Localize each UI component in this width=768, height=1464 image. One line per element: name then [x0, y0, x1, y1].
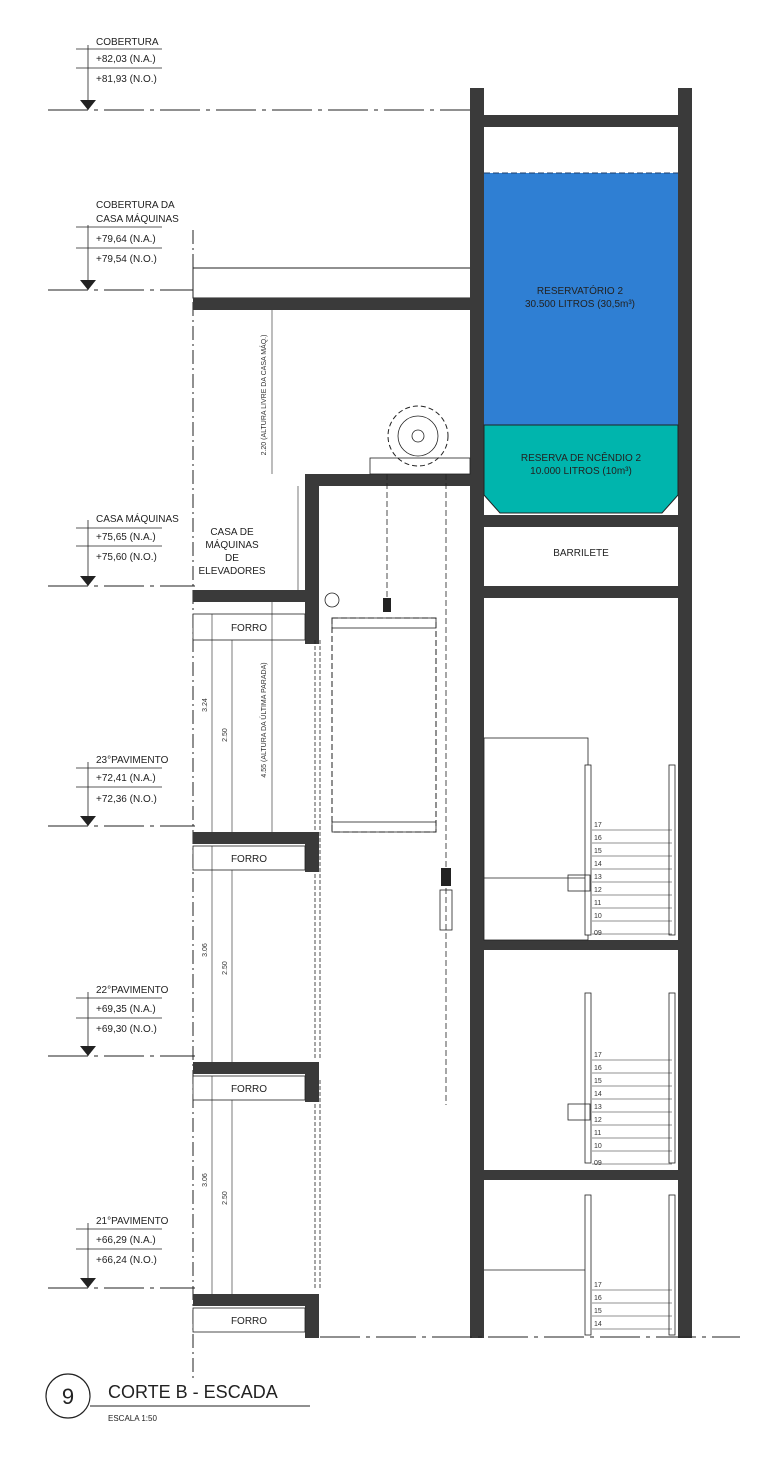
elevator-car [325, 593, 436, 832]
level-na: +79,64 (N.A.) [96, 234, 156, 245]
svg-text:17: 17 [594, 1052, 602, 1059]
roof-slab-casa-maquinas [193, 268, 471, 310]
level-na: +69,35 (N.A.) [96, 1004, 156, 1015]
reservoir-capacity: 30.500 LITROS (30,5m³) [524, 299, 636, 310]
level-marker-23-pavimento [48, 755, 195, 826]
level-name: COBERTURA DA [96, 200, 175, 211]
level-no: +79,54 (N.O.) [96, 254, 157, 265]
svg-text:MÁQUINAS: MÁQUINAS [205, 540, 259, 551]
svg-text:14: 14 [594, 1321, 602, 1328]
svg-text:17: 17 [594, 1282, 602, 1289]
level-marker-21-pavimento [48, 1216, 195, 1288]
svg-text:13: 13 [594, 874, 602, 881]
level-no: +66,24 (N.O.) [96, 1255, 157, 1266]
level-name-2: CASA MÁQUINAS [96, 214, 179, 225]
svg-text:09: 09 [594, 1160, 602, 1167]
barrilete-label: BARRILETE [553, 548, 609, 559]
svg-text:10: 10 [594, 1143, 602, 1150]
level-name: COBERTURA [96, 37, 159, 48]
level-na: +66,29 (N.A.) [96, 1235, 156, 1246]
svg-text:12: 12 [594, 1117, 602, 1124]
svg-text:17: 17 [594, 822, 602, 829]
shaft-guides [315, 640, 320, 1290]
level-na: +72,41 (N.A.) [96, 773, 156, 784]
machine-room-label [198, 527, 265, 577]
dim-250: 2.50 [222, 961, 229, 975]
level-no: +75,60 (N.O.) [96, 552, 157, 563]
forro-label: FORRO [230, 1316, 268, 1327]
level-no: +81,93 (N.O.) [96, 74, 157, 85]
forro-label: FORRO [230, 1084, 268, 1095]
dim-306: 3.06 [202, 943, 209, 957]
reservoir-label: RESERVATÓRIO 2 [536, 286, 624, 297]
level-no: +72,36 (N.O.) [96, 794, 157, 805]
elevator-motor-icon [370, 406, 470, 474]
stair-flight-lower [484, 1180, 675, 1335]
steps-upper [592, 822, 672, 937]
floor-20 [193, 1294, 319, 1338]
dim-250: 2.50 [222, 728, 229, 742]
svg-text:ELEVADORES: ELEVADORES [198, 566, 266, 577]
svg-text:12: 12 [594, 887, 602, 894]
svg-text:DE: DE [225, 553, 239, 564]
dim-306: 3.06 [202, 1173, 209, 1187]
fire-reserve-label: RESERVA DE NCÊNDIO 2 [520, 453, 642, 464]
stair-flight-middle [484, 950, 675, 1163]
svg-text:11: 11 [594, 900, 602, 907]
svg-text:16: 16 [594, 835, 602, 842]
svg-text:15: 15 [594, 1308, 602, 1315]
title-scale: ESCALA 1:50 [108, 1414, 157, 1423]
level-no: +69,30 (N.O.) [96, 1024, 157, 1035]
dim-324: 3.24 [202, 698, 209, 712]
level-na: +82,03 (N.A.) [96, 54, 156, 65]
svg-text:CASA DE: CASA DE [210, 527, 254, 538]
level-marker-cobertura [48, 37, 470, 110]
svg-text:14: 14 [594, 1091, 602, 1098]
level-marker-cobertura-casa-maquinas [48, 200, 195, 290]
level-name: 21°PAVIMENTO [96, 1216, 169, 1227]
svg-text:15: 15 [594, 848, 602, 855]
level-name: CASA MÁQUINAS [96, 514, 179, 525]
steps-middle [592, 1052, 672, 1167]
svg-text:14: 14 [594, 861, 602, 868]
svg-text:16: 16 [594, 1065, 602, 1072]
forro-label: FORRO [230, 623, 268, 634]
title-number: 9 [61, 1384, 75, 1409]
svg-text:11: 11 [594, 1130, 602, 1137]
dim-ultima-parada: 4.55 (ALTURA DA ÚLTIMA PARADA) [261, 662, 268, 778]
fire-reserve-capacity: 10.000 LITROS (10m³) [530, 466, 632, 477]
svg-text:13: 13 [594, 1104, 602, 1111]
dim-altura-livre: 2.20 (ALTURA LIVRE DA CASA MÁQ.) [261, 334, 268, 456]
title-block [46, 1374, 310, 1423]
level-na: +75,65 (N.A.) [96, 532, 156, 543]
level-name: 23°PAVIMENTO [96, 755, 169, 766]
stair-flight-upper [484, 738, 675, 940]
dimension-lines [212, 310, 298, 1294]
svg-text:09: 09 [594, 930, 602, 937]
title-text: CORTE B - ESCADA [108, 1382, 278, 1402]
svg-text:15: 15 [594, 1078, 602, 1085]
level-marker-casa-maquinas [48, 512, 195, 586]
level-marker-22-pavimento [48, 985, 195, 1056]
forro-label: FORRO [230, 854, 268, 865]
floor-23 [193, 614, 305, 640]
svg-text:10: 10 [594, 913, 602, 920]
svg-text:16: 16 [594, 1295, 602, 1302]
dim-250: 2.50 [222, 1191, 229, 1205]
level-name: 22°PAVIMENTO [96, 985, 169, 996]
steps-lower [592, 1282, 672, 1329]
